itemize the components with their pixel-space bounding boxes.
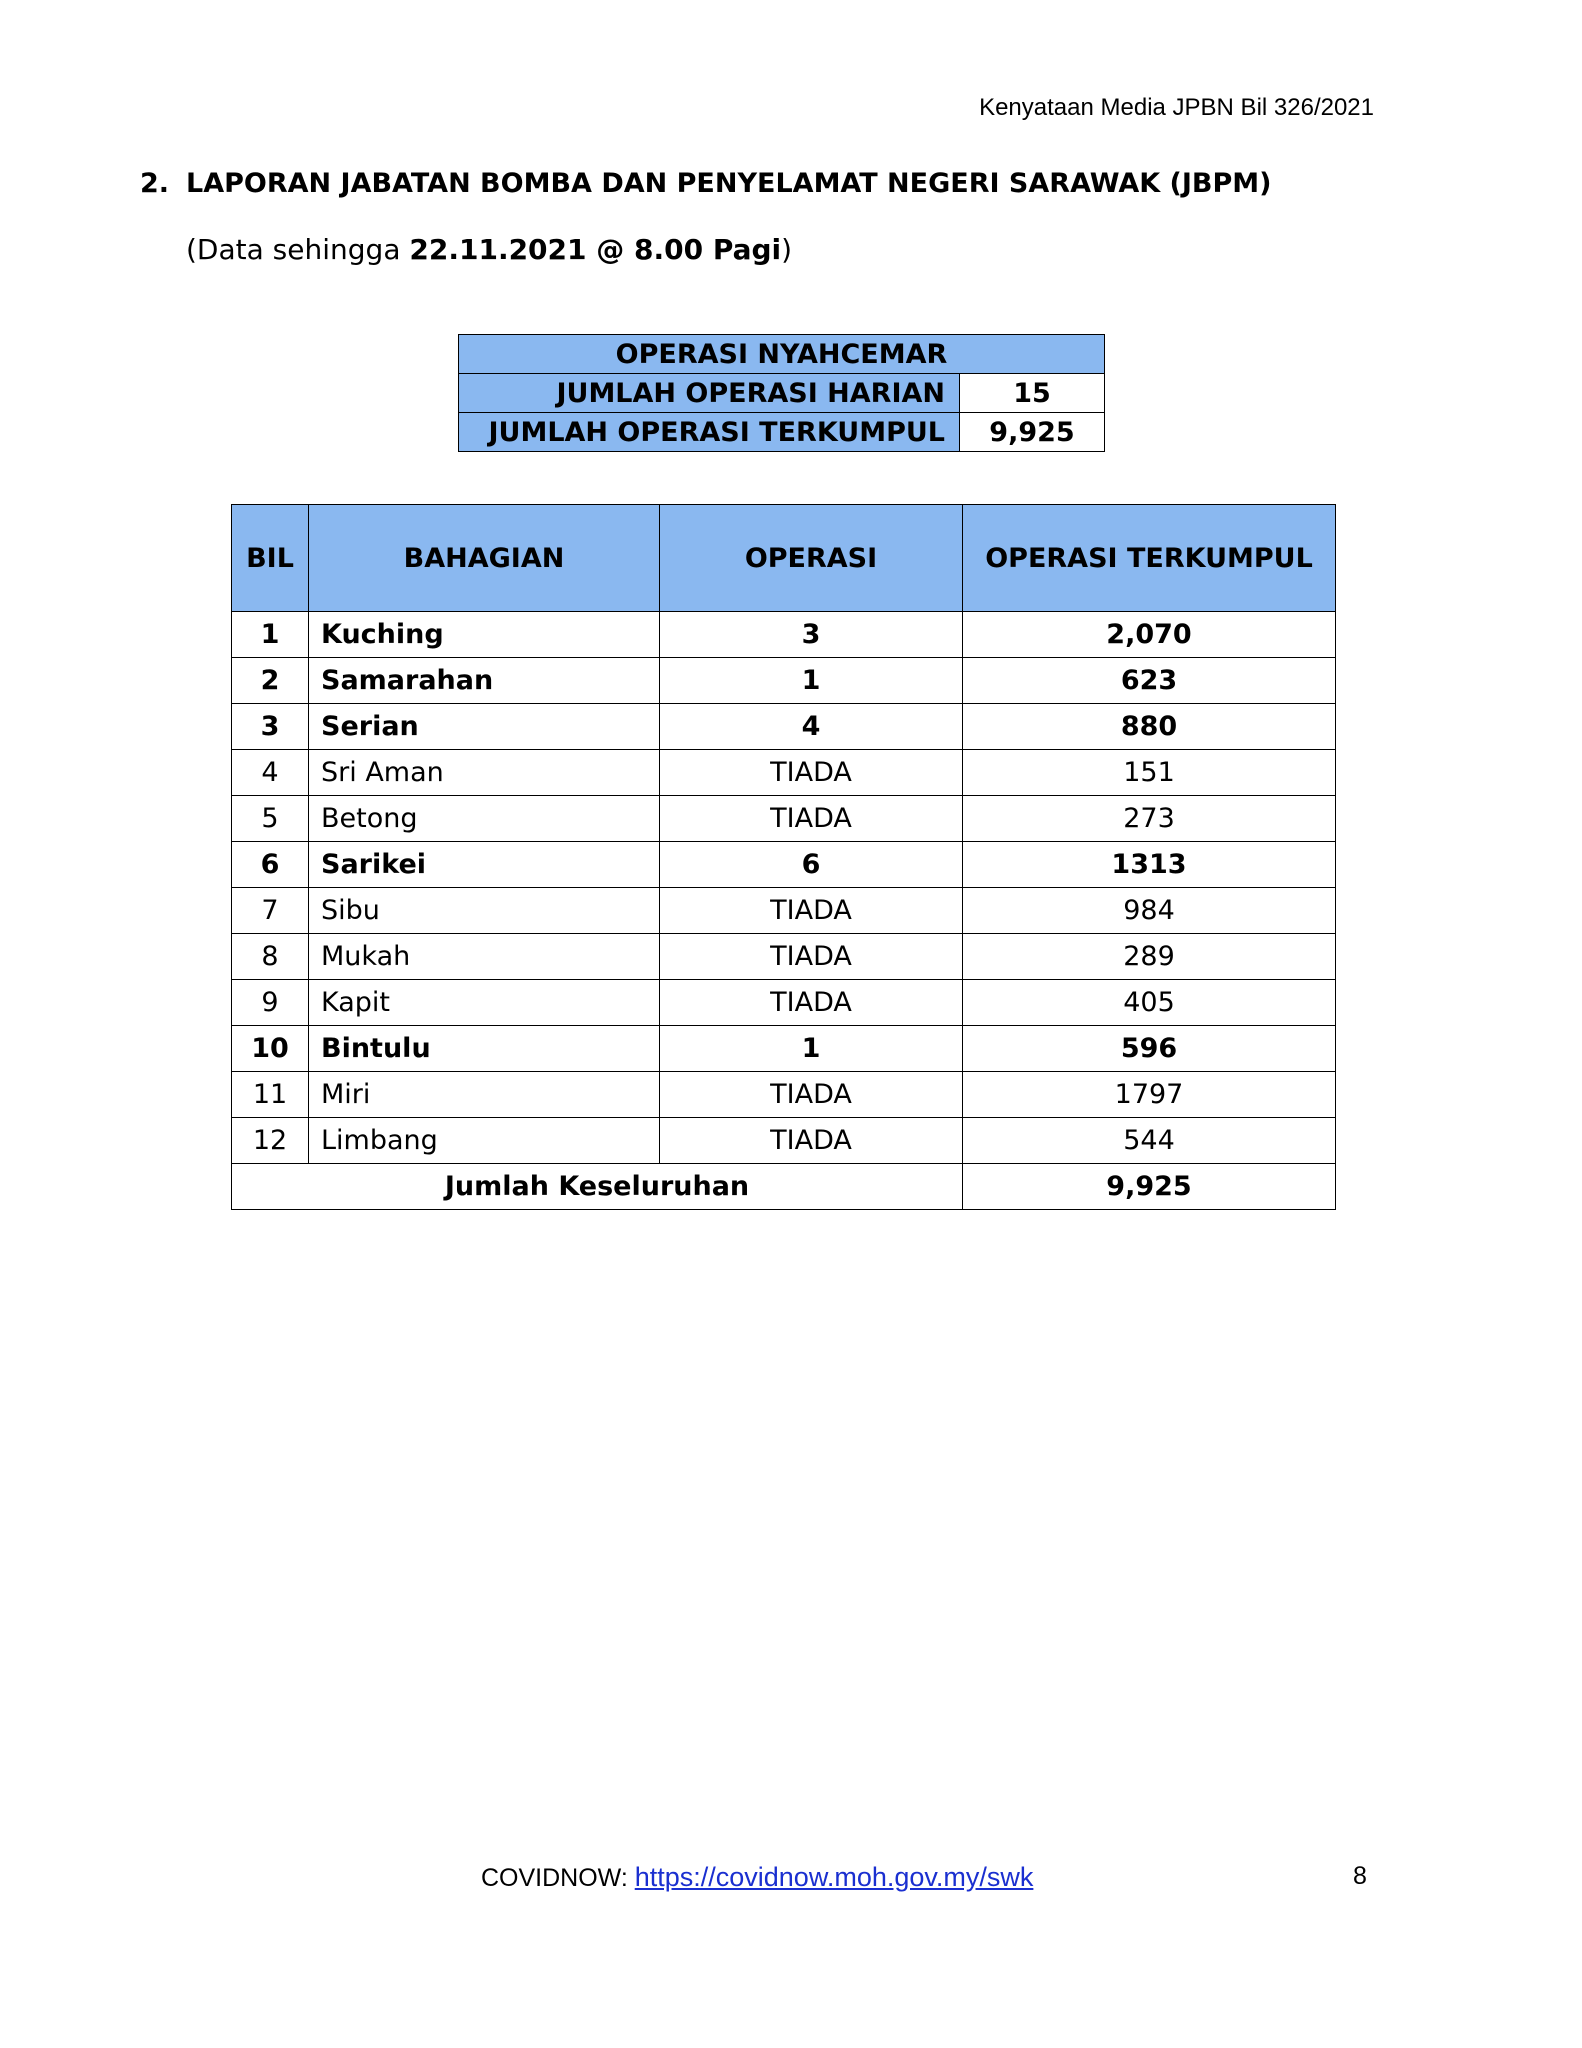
table-row [232, 1072, 1336, 1118]
cell-operasi: TIADA [660, 980, 963, 1026]
cell-bil: 12 [232, 1118, 309, 1164]
cell-bil: 10 [232, 1026, 309, 1072]
table-row [232, 980, 1336, 1026]
cell-operasi: 1 [660, 658, 963, 704]
cell-bil: 1 [232, 612, 309, 658]
operation-summary-table [458, 334, 1105, 452]
cell-operasi: TIADA [660, 750, 963, 796]
table-row [232, 934, 1336, 980]
table-row [232, 1118, 1336, 1164]
footer-source [481, 1862, 1033, 1893]
cumulative-operations-label: JUMLAH OPERASI TERKUMPUL [459, 413, 960, 452]
cell-bahagian: Miri [309, 1072, 660, 1118]
summary-title: OPERASI NYAHCEMAR [459, 335, 1105, 374]
cell-bil: 11 [232, 1072, 309, 1118]
table-row [232, 612, 1336, 658]
cell-operasi: 3 [660, 612, 963, 658]
table-total-row [232, 1164, 1336, 1210]
table-row [232, 1026, 1336, 1072]
cumulative-operations-value: 9,925 [960, 413, 1105, 452]
cell-terkumpul: 273 [963, 796, 1336, 842]
cell-terkumpul: 544 [963, 1118, 1336, 1164]
cell-operasi: 6 [660, 842, 963, 888]
data-timestamp-note [186, 233, 792, 266]
cell-terkumpul: 880 [963, 704, 1336, 750]
cell-terkumpul: 984 [963, 888, 1336, 934]
cell-operasi: TIADA [660, 934, 963, 980]
cell-terkumpul: 2,070 [963, 612, 1336, 658]
cell-bil: 3 [232, 704, 309, 750]
cell-operasi: TIADA [660, 796, 963, 842]
data-note-prefix: (Data sehingga [186, 233, 410, 266]
cell-bahagian: Serian [309, 704, 660, 750]
table-row [232, 842, 1336, 888]
cell-bahagian: Samarahan [309, 658, 660, 704]
column-header-operasi: OPERASI [660, 505, 963, 612]
cell-bahagian: Betong [309, 796, 660, 842]
cell-operasi: 1 [660, 1026, 963, 1072]
cell-terkumpul: 596 [963, 1026, 1336, 1072]
cell-bahagian: Kuching [309, 612, 660, 658]
total-value: 9,925 [963, 1164, 1336, 1210]
daily-operations-label: JUMLAH OPERASI HARIAN [459, 374, 960, 413]
cell-operasi: TIADA [660, 1072, 963, 1118]
cell-bil: 9 [232, 980, 309, 1026]
cell-terkumpul: 623 [963, 658, 1336, 704]
cell-operasi: 4 [660, 704, 963, 750]
covidnow-link[interactable]: https://covidnow.moh.gov.my/swk [634, 1862, 1034, 1892]
cell-bil: 8 [232, 934, 309, 980]
cell-bahagian: Sarikei [309, 842, 660, 888]
data-date: 22.11.2021 @ 8.00 Pagi [409, 233, 782, 266]
cell-terkumpul: 405 [963, 980, 1336, 1026]
cell-bahagian: Limbang [309, 1118, 660, 1164]
cell-bil: 6 [232, 842, 309, 888]
cell-bahagian: Kapit [309, 980, 660, 1026]
division-operations-table [231, 504, 1336, 1210]
table-row [232, 658, 1336, 704]
cell-operasi: TIADA [660, 1118, 963, 1164]
source-label: COVIDNOW: [481, 1864, 635, 1892]
cell-bil: 5 [232, 796, 309, 842]
data-note-suffix: ) [781, 233, 793, 266]
cell-terkumpul: 1313 [963, 842, 1336, 888]
column-header-bahagian: BAHAGIAN [309, 505, 660, 612]
column-header-bil: BIL [232, 505, 309, 612]
cell-bil: 2 [232, 658, 309, 704]
cell-bil: 4 [232, 750, 309, 796]
table-header-row [232, 505, 1336, 612]
cell-terkumpul: 289 [963, 934, 1336, 980]
cell-bahagian: Mukah [309, 934, 660, 980]
column-header-terkumpul: OPERASI TERKUMPUL [963, 505, 1336, 612]
cell-terkumpul: 1797 [963, 1072, 1336, 1118]
cell-terkumpul: 151 [963, 750, 1336, 796]
cell-bahagian: Sri Aman [309, 750, 660, 796]
cell-operasi: TIADA [660, 888, 963, 934]
table-row [232, 796, 1336, 842]
section-heading [140, 168, 1272, 199]
cell-bahagian: Bintulu [309, 1026, 660, 1072]
cell-bil: 7 [232, 888, 309, 934]
table-row [232, 750, 1336, 796]
page-number: 8 [1353, 1862, 1367, 1890]
total-label: Jumlah Keseluruhan [232, 1164, 963, 1210]
document-reference: Kenyataan Media JPBN Bil 326/2021 [979, 94, 1374, 121]
section-number: 2. [140, 168, 170, 199]
section-title: LAPORAN JABATAN BOMBA DAN PENYELAMAT NEGERI SARAWAK (JBPM) [186, 168, 1272, 199]
daily-operations-value: 15 [960, 374, 1105, 413]
cell-bahagian: Sibu [309, 888, 660, 934]
table-row [232, 704, 1336, 750]
table-row [232, 888, 1336, 934]
